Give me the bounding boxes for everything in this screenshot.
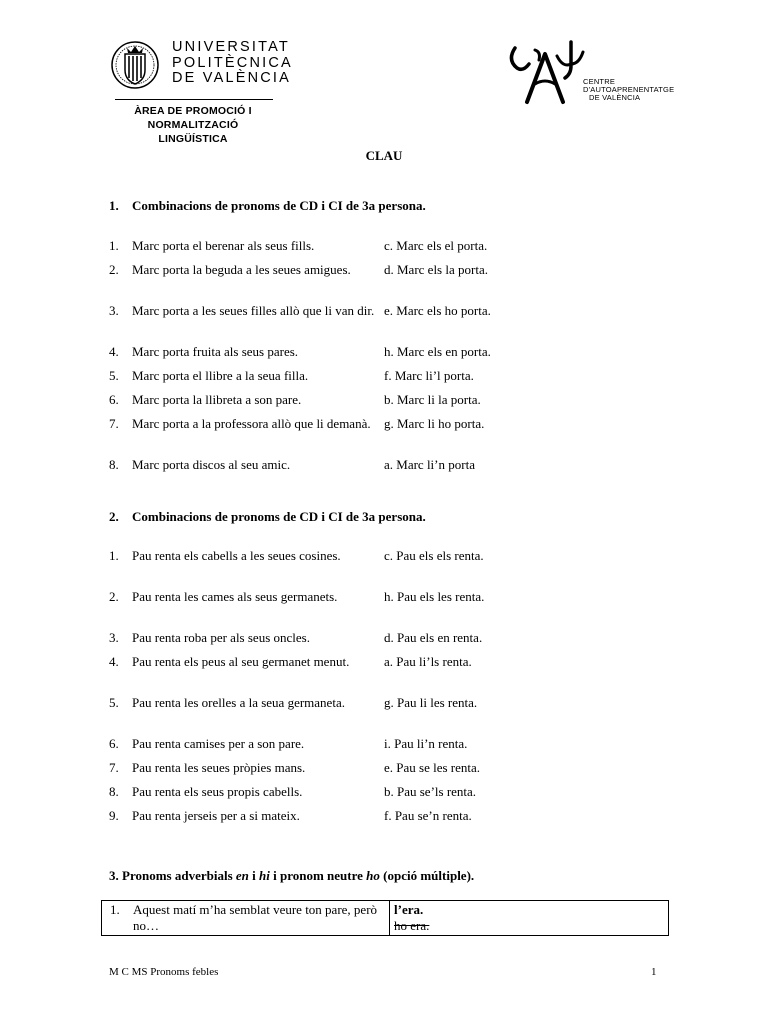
- cau-line-2: D'AUTOAPRENENTATGE: [583, 85, 675, 94]
- university-seal-icon: [110, 38, 160, 93]
- list-item: 3. Marc porta a les seues filles allò que li van dir. e. Marc els ho porta.: [109, 303, 491, 318]
- area-line-1: ÀREA DE PROMOCIÓ I: [134, 105, 252, 117]
- struck-answer: ho era.: [394, 918, 430, 933]
- section-1-list: [109, 237, 569, 480]
- section-2-heading: [109, 509, 426, 525]
- cau-line-3: DE VALÈNCIA: [589, 93, 641, 102]
- list-item: 6. Pau renta camises per a son pare. i. Pau li’n renta.: [109, 736, 468, 751]
- university-line-1: UNIVERSITAT: [172, 39, 290, 55]
- list-item: 7. Marc porta a la professora allò que li demanà. g. Marc li ho porta.: [109, 416, 485, 431]
- answer-cell: [390, 901, 668, 935]
- list-item: 7. Pau renta les seues pròpies mans. e. Pau se les renta.: [109, 760, 481, 775]
- list-item: 4. Marc porta fruita als seus pares. h. Marc els en porta.: [109, 344, 491, 359]
- section-1-title: Combinacions de pronoms de CD i CI de 3a persona.: [132, 198, 426, 213]
- answer-table: [101, 900, 669, 936]
- list-item: 9. Pau renta jerseis per a si mateix. f. Pau se’n renta.: [109, 808, 472, 823]
- list-item: 8. Marc porta discos al seu amic. a. Marc li’n porta: [109, 457, 475, 472]
- section-2-title: Combinacions de pronoms de CD i CI de 3a persona.: [132, 509, 426, 524]
- header-divider: [115, 99, 273, 100]
- footer-label: M C MS Pronoms febles: [109, 966, 219, 978]
- list-item: 5. Pau renta les orelles a la seua germaneta. g. Pau li les renta.: [109, 695, 478, 710]
- section-3-em-hi: hi: [259, 868, 270, 883]
- area-name: [118, 104, 268, 146]
- list-item: 4. Pau renta els peus al seu germanet menut. a. Pau li’ls renta.: [109, 654, 472, 669]
- university-name: [172, 40, 293, 87]
- cau-line-1: CENTRE: [583, 77, 616, 86]
- university-line-3: DE VALÈNCIA: [172, 70, 292, 86]
- page-title: CLAU: [365, 148, 403, 163]
- list-item: 1. Pau renta els cabells a les seues cosines. c. Pau els els renta.: [109, 548, 484, 563]
- university-line-2: POLITÈCNICA: [172, 54, 293, 71]
- list-item: 8. Pau renta els seus propis cabells. b. Pau se’ls renta.: [109, 784, 477, 799]
- section-3-em-ho: ho: [366, 868, 380, 883]
- section-1-heading: [109, 198, 426, 214]
- list-item: 5. Marc porta el llibre a la seua filla. f. Marc li’l porta.: [109, 368, 474, 383]
- section-2-list: [109, 547, 569, 831]
- question-text: Aquest matí m’ha semblat veure ton pare, però no…: [133, 902, 378, 933]
- list-item: 6. Marc porta la llibreta a son pare. b. Marc li la porta.: [109, 392, 481, 407]
- page-number: 1: [651, 966, 657, 978]
- list-item: 2. Pau renta les cames als seus germanets. h. Pau els les renta.: [109, 589, 485, 604]
- section-1-number: 1.: [109, 198, 119, 213]
- cau-name: [583, 78, 674, 102]
- area-line-2: NORMALITZACIÓ LINGÜÍSTICA: [147, 119, 239, 145]
- list-item: 2. Marc porta la beguda a les seues amigues. d. Marc els la porta.: [109, 262, 488, 277]
- section-3-heading: 3. Pronoms adverbials en i hi i pronom neutre ho (opció múltiple).: [109, 868, 475, 883]
- list-item: 3. Pau renta roba per als seus oncles. d. Pau els en renta.: [109, 630, 483, 645]
- question-cell: 1. Aquest matí m’ha semblat veure ton pare, però no…: [102, 901, 390, 935]
- section-3-em-en: en: [235, 868, 249, 883]
- list-item: 1. Marc porta el berenar als seus fills. c. Marc els el porta.: [109, 238, 488, 253]
- correct-answer: l’era.: [394, 902, 424, 917]
- section-2-number: 2.: [109, 509, 119, 524]
- upv-logo: [110, 38, 293, 98]
